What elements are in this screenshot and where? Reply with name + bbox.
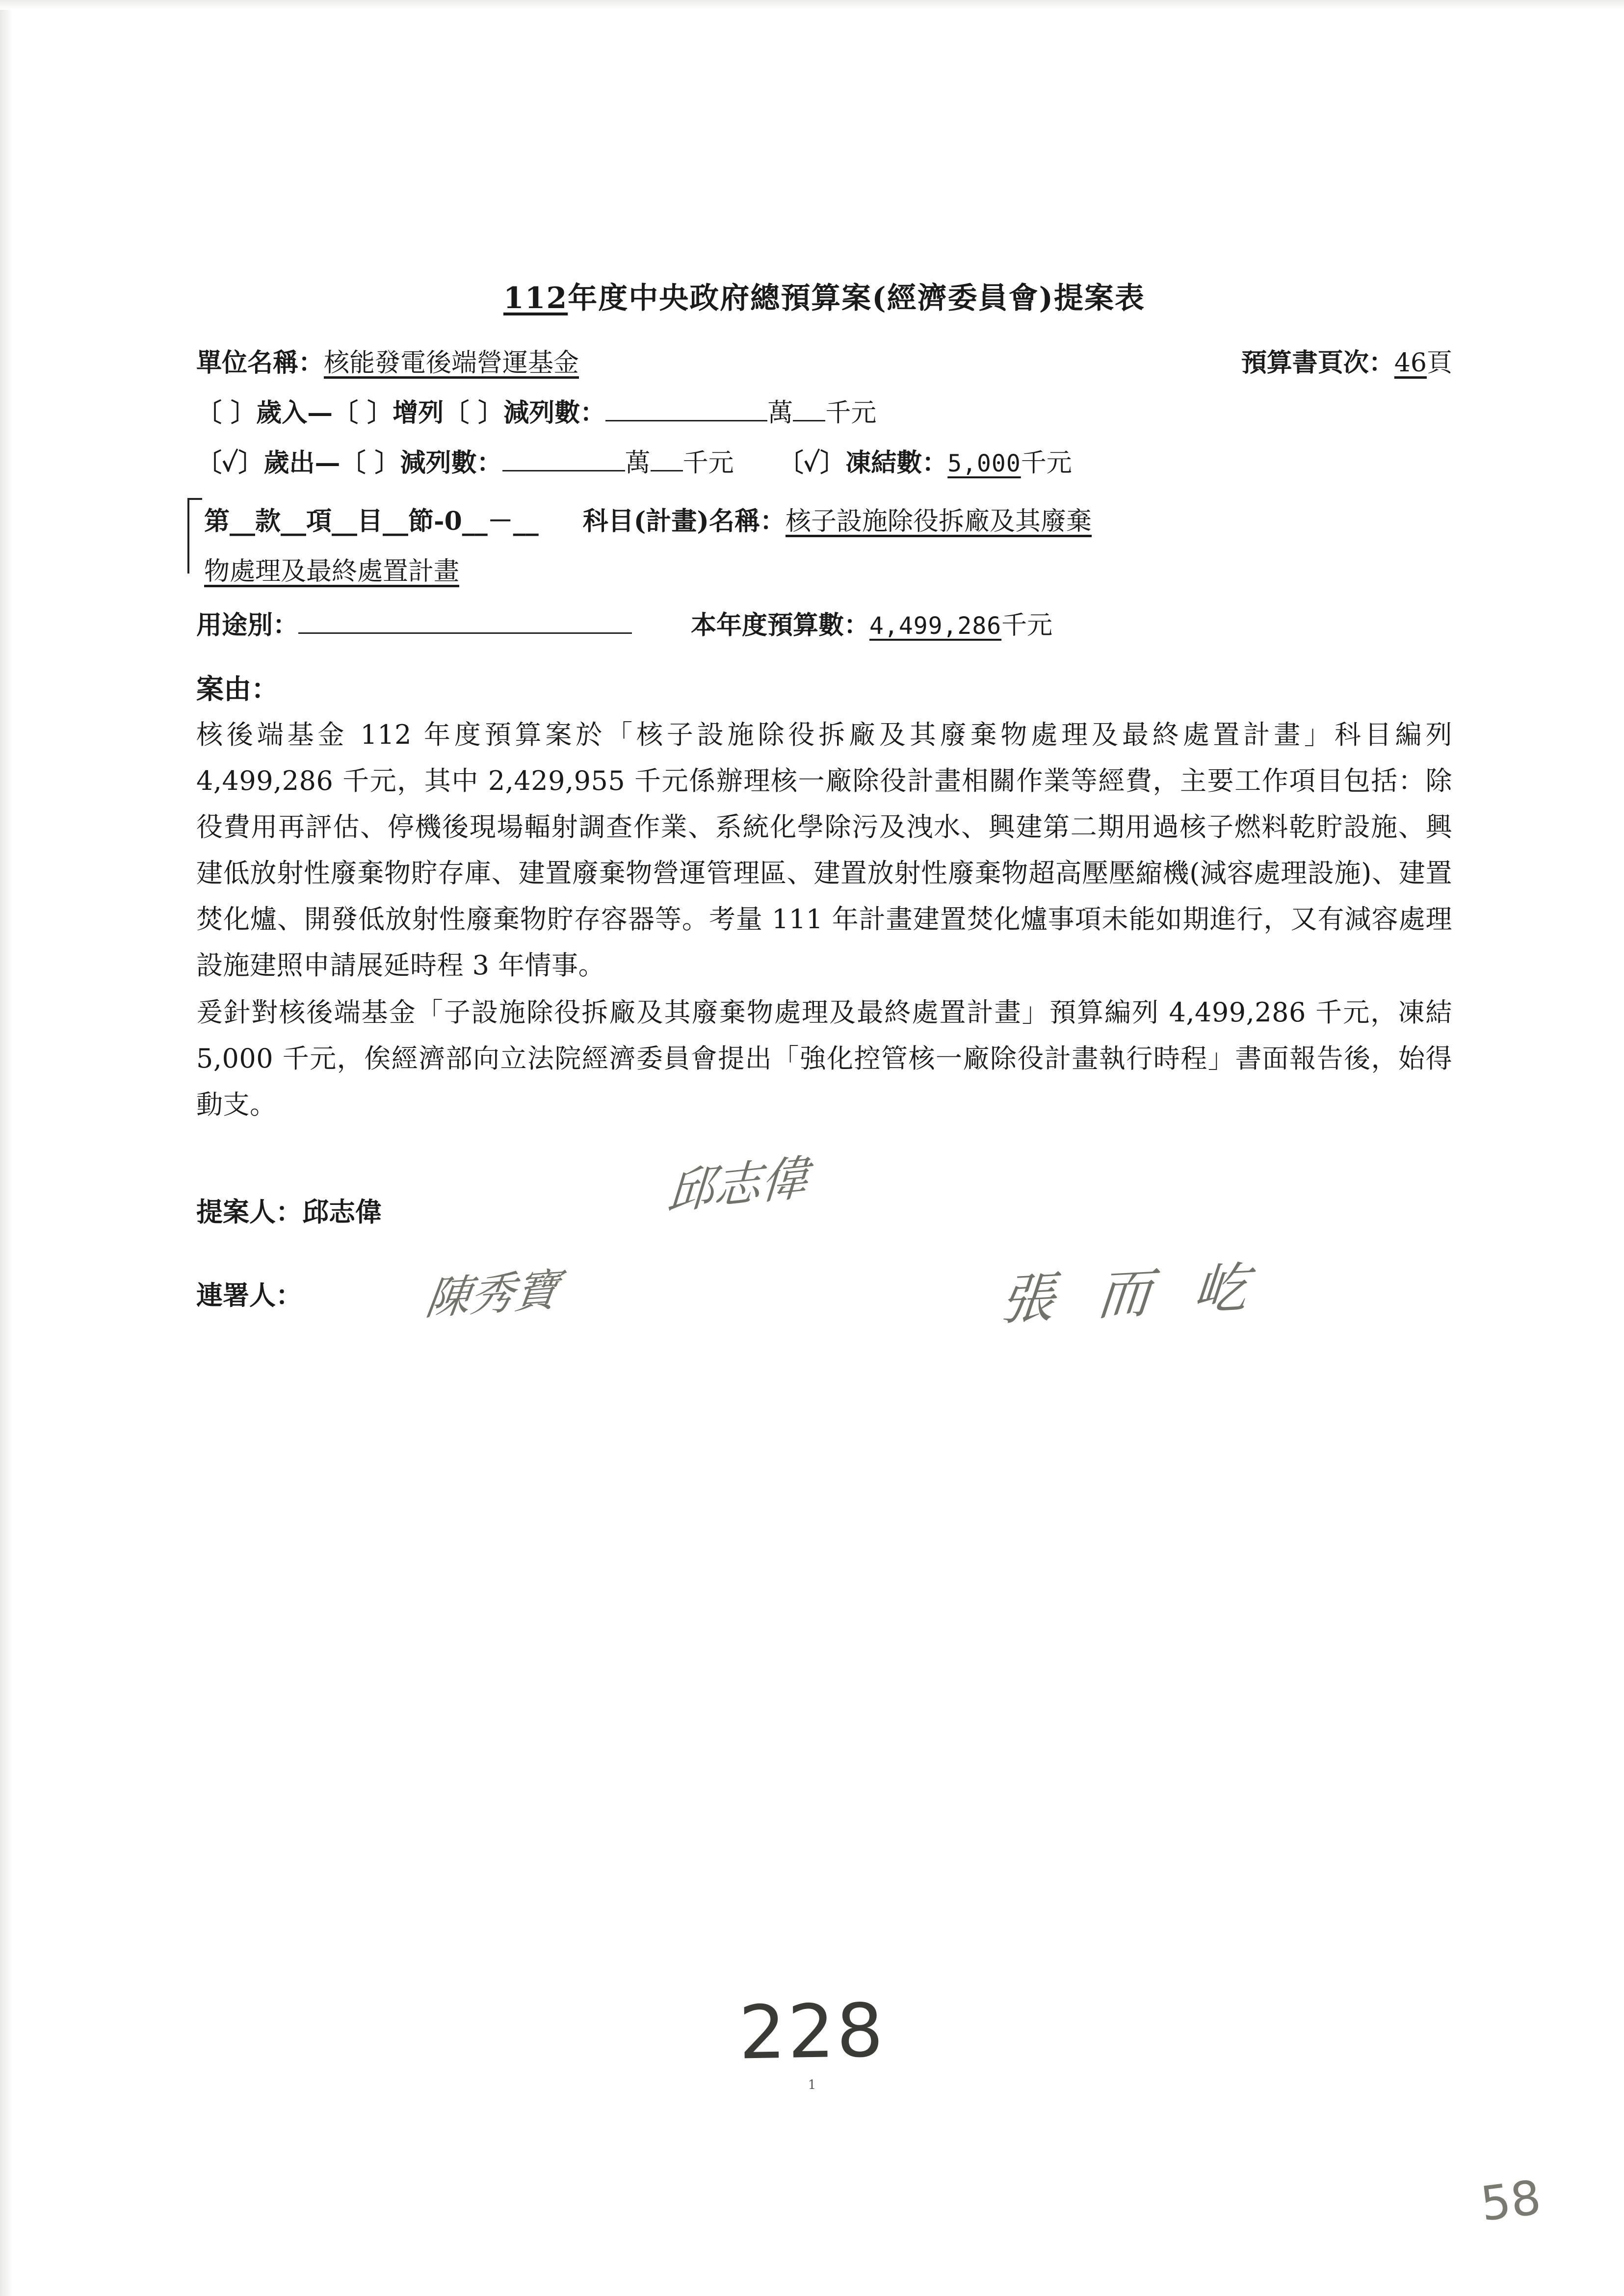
proposer-signature: 邱志偉 bbox=[665, 1149, 810, 1220]
scan-edge-top bbox=[0, 0, 1624, 10]
cosigner-signature-2: 張 而 屹 bbox=[997, 1255, 1263, 1332]
program-block bbox=[196, 501, 1452, 592]
budget-label: 本年度預算數： bbox=[691, 610, 870, 641]
freeze-unit: 千元 bbox=[1021, 448, 1072, 478]
page-ref-label: 預算書頁次： bbox=[1241, 348, 1394, 378]
page-number-handwritten: 228 bbox=[738, 1988, 886, 2076]
unit-value: 核能發電後端營運基金 bbox=[324, 348, 579, 378]
income-label: 〔 〕歲入—〔 〕增列〔 〕減列數： bbox=[196, 398, 606, 428]
expense-blank-1 bbox=[502, 444, 625, 471]
purpose-label: 用途別： bbox=[196, 610, 299, 641]
page-ref-value: 46 bbox=[1394, 348, 1427, 378]
body-paragraph-2: 爰針對核後端基金「子設施除役拆廠及其廢棄物處理及最終處置計畫」預算編列 4,499,286 千元，凍結 5,000 千元，俟經濟部向立法院經濟委員會提出「強化控管核一廠除役計畫執行時程」書面報告後，始得動支。 bbox=[196, 997, 1452, 1121]
cosigner-label: 連署人： bbox=[196, 1279, 302, 1311]
expense-label: 〔✓〕歲出—〔 〕減列數： bbox=[196, 448, 502, 478]
expense-unit-1: 萬 bbox=[625, 448, 651, 478]
body-text bbox=[196, 712, 1452, 1128]
purpose-row bbox=[196, 605, 1452, 646]
unit-row bbox=[196, 342, 1452, 384]
proposer-row bbox=[196, 1149, 1452, 1229]
income-blank-1 bbox=[605, 394, 767, 421]
corner-number-handwritten: 58 bbox=[1477, 2169, 1544, 2232]
freeze-value: 5,000 bbox=[947, 450, 1021, 478]
freeze-label: 〔✓〕凍結數： bbox=[778, 448, 948, 478]
title-rest: 年度中央政府總預算案(經濟委員會)提案表 bbox=[568, 281, 1146, 315]
code-line: 第__款__項__目__節-0__－__ bbox=[204, 506, 539, 536]
page-number-printed: 1 bbox=[808, 2078, 816, 2092]
proposer-label: 提案人： bbox=[196, 1196, 302, 1227]
subject-heading: 案由： bbox=[196, 673, 279, 706]
income-unit-2: 千元 bbox=[825, 398, 877, 428]
title-year-value: 112 bbox=[503, 281, 568, 315]
document-content bbox=[196, 275, 1452, 1332]
income-unit-1: 萬 bbox=[767, 398, 793, 428]
program-value-line1: 核子設施除役拆廠及其廢棄 bbox=[785, 506, 1092, 536]
expense-blank-2 bbox=[651, 444, 683, 471]
page-ref-unit: 頁 bbox=[1426, 348, 1452, 378]
code-row bbox=[204, 501, 1452, 542]
program-value-line2: 物處理及最終處置計畫 bbox=[204, 556, 460, 586]
income-blank-2 bbox=[793, 394, 825, 421]
purpose-blank bbox=[298, 607, 632, 634]
budget-value: 4,499,286 bbox=[869, 612, 1002, 640]
program-label: 科目(計畫)名稱： bbox=[582, 506, 786, 536]
expense-row bbox=[196, 443, 1452, 484]
cosigner-signature-1: 陳秀寶 bbox=[422, 1264, 562, 1326]
budget-unit: 千元 bbox=[1001, 611, 1053, 641]
body-paragraph-1: 核後端基金 112 年度預算案於「核子設施除役拆廠及其廢棄物處理及最終處置計畫」科目編列 4,499,286 千元，其中 2,429,955 千元係辦理核一廠除役計畫相關作業等經費，主要工作項目包括：除役費用再評估、停機後現場輻射調查作業、系統化學除污及洩水、興建第二期用過核子燃料乾貯設施、興建低放射性廢棄物貯存庫、建置廢棄物營運管理區、建置放射性廢棄物超高壓壓縮機(減容處理設施)、建置焚化爐、開發低放射性廢棄物貯存容器等。考量 111 年計畫建置焚化爐事項未能如期進行，又有減容處理設施建照申請展延時程 3 年情事。 bbox=[196, 719, 1452, 981]
scan-edge-left bbox=[0, 0, 13, 2296]
income-row bbox=[196, 392, 1452, 434]
expense-unit-2: 千元 bbox=[682, 448, 734, 478]
unit-label: 單位名稱： bbox=[196, 348, 324, 378]
page-title bbox=[196, 275, 1452, 317]
program-row-2 bbox=[204, 551, 1452, 592]
cosigner-row bbox=[196, 1253, 1452, 1332]
proposer-name: 邱志偉 bbox=[302, 1196, 382, 1227]
